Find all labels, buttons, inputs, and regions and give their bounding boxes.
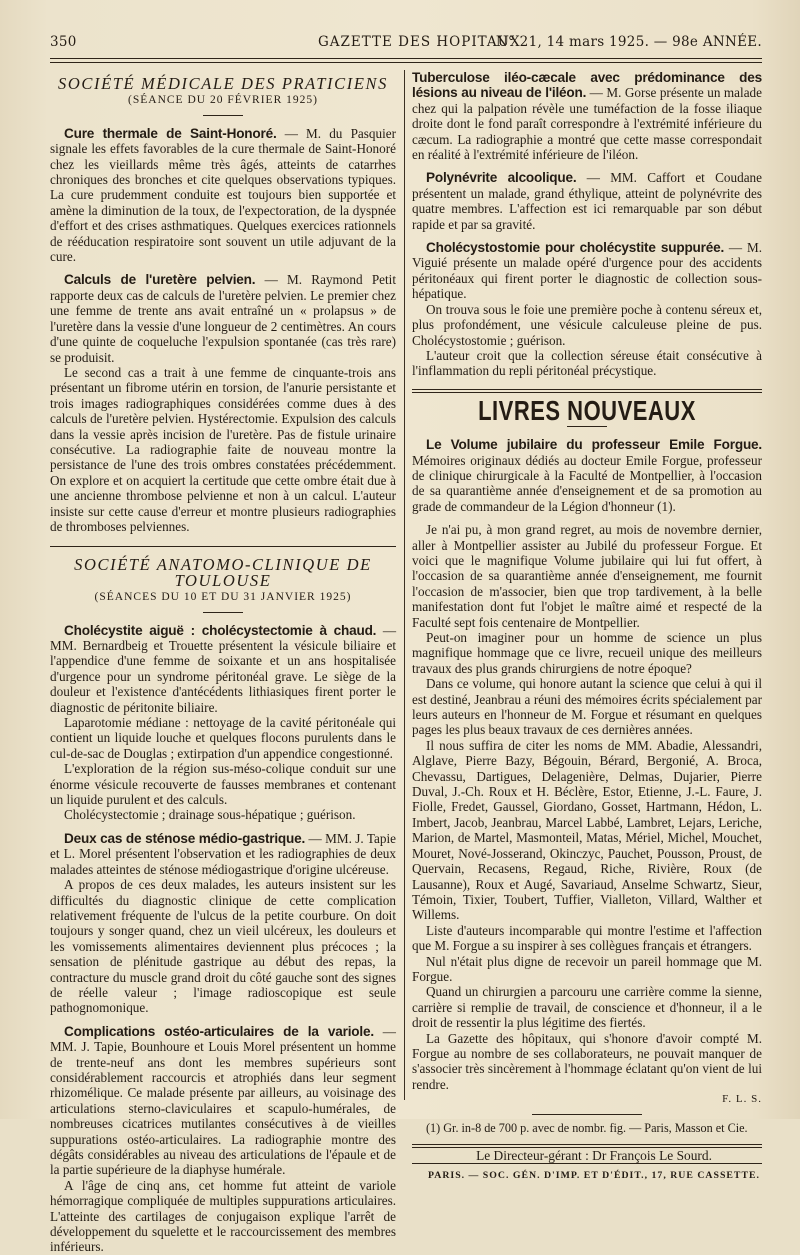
article-text: — M. du Pasquier signale les effets favorables de la cure thermale de Saint-Honoré chez les vieillards même très âgés, atteints de catarrhes chroniques des bronches et cite quelques observations typiques. La cure prudemment conduite est toujours bien supportée et amène la diminution de la toux, de l'expectoration, de la dyspnée d'effort et des crises asthmatiques. Quelques exercices rationnels de rééducation respiratoire sont souvent un utile adjuvant de la cure. [50, 125, 396, 265]
paragraph: Nul n'était plus digne de recevoir un pareil hommage que M. Forgue. [412, 953, 762, 984]
journal-title: GAZETTE DES HOPITAUX [318, 34, 521, 50]
article-heading: Polynévrite alcoolique. [426, 170, 577, 186]
article-calculs [50, 272, 396, 364]
paragraph: A l'âge de cinq ans, cet homme fut atteint de variole hémorragique compliquée de multiples suppurations articulaires. L'atteinte des cartilages de conjugaison explique l'arrêt de développement du squelette et le raccourcissement des membres inférieurs. [50, 1177, 396, 1255]
paragraph: L'exploration de la région sus-méso-colique conduit sur une énorme vésicule recouverte de fausses membranes et contenant un liquide purulent et des calculs. [50, 761, 396, 808]
column-divider [404, 70, 405, 1100]
article-tuberculose [412, 70, 762, 162]
article-cure-thermale [50, 126, 396, 265]
left-column [50, 70, 396, 1255]
paragraph: A propos de ces deux malades, les auteurs insistent sur les difficultés du diagnostic clinique de cette complication relativement fréquente de l'ulcus de la petite courbure. On doit toujours y songer quand, chez un vieil ulcéreux, les douleurs et les vomissements alimentaires deviennent plus précoces ; la sensation de plénitude gastrique au début des repas, la contracture du muscle grand droit du côté gauche sont des signes de réelle valeur ; l'image radioscopique est seule pathognomonique. [50, 877, 396, 1016]
article-heading: Tuberculose iléo-cæcale avec prédominance des lésions au niveau de l'iléon. [412, 70, 762, 101]
article-text: — MM. Caffort et Coudane présentent un malade, grand éthylique, atteint de polynévrite des quatre membres. L'affection est ici remarquable par son début rapide et par sa gravité. [412, 170, 762, 232]
article-stenose [50, 831, 396, 877]
paragraph: La Gazette des hôpitaux, qui s'honore d'avoir compté M. Forgue au nombre de ses collaborateurs, ne pouvait manquer de s'associer très sincèrement à l'hommage éclatant qu'on vient de lui rendre. [412, 1030, 762, 1092]
article-text: — MM. J. Tapie et L. Morel présentent l'observation et les radiographies de deux malades atteintes de sténose médiogastrique d'origine ulcéreuse. [50, 830, 396, 877]
section-subtitle-toulouse: (SÉANCES DU 10 ET DU 31 JANVIER 1925) [94, 591, 352, 604]
paragraph: On trouva sous le foie une première poche à contenu séreux et, plus profondément, une vésicule calculeuse pleine de pus. Cholécystostomie ; guérison. [412, 301, 762, 348]
director-line: Le Directeur-gérant : Dr François Le Sourd. [476, 1148, 712, 1163]
section-title-livres: LIVRES NOUVEAUX [478, 394, 696, 426]
article-heading: Cholécystite aiguë : cholécystectomie à chaud. [64, 622, 377, 638]
signature: F. L. S. [722, 1093, 762, 1106]
section-rule [412, 389, 762, 390]
article-text: — M. Raymond Petit rapporte deux cas de calculs de l'uretère pelvien. Le premier chez une femme de trente ans avait entraîné un « prolapsus » de l'uretère dans la vessie d'une longueur de 2 centimètres. An cours d'une quinte de coqueluche l'expulsion spontanée (cas très rare) se produisit. [50, 272, 396, 365]
article-text: — M. Viguié présente un malade opéré d'urgence pour des accidents péritonéaux qui firent porter le diagnostic de collection sous-hépatique. [412, 240, 762, 302]
article-heading: Cholécystostomie pour cholécystite suppurée. [426, 240, 725, 256]
paragraph: Peut-on imaginer pour un homme de science un plus magnifique hommage que ce livre, recueil unique des meilleurs travaux des plus grands chirurgiens de notre époque? [412, 630, 762, 676]
article-text: — M. Gorse présente un malade chez qui la palpation révèle une tuméfaction de la fosse iliaque droite dont le fond paraît correspondre à l'extrémité inférieure du cæcum. La radiographie a montré que cette masse correspondait en réalité à l'extrémité inférieure de l'iléon. [412, 85, 763, 163]
article-text: — MM. J. Tapie, Bounhoure et Louis Morel présentent un homme de trente-neuf ans dont les membres supérieurs sont considérablement raccourcis et atrophiés dans leur segment rhizomélique. Ce malade présente par ailleurs, au voisinage des articulations sterno-claviculaires et scapulo-humérales, de nombreuses cicatrices mutilantes consécutives à de vieilles suppurations ostéo-articulaires. La radiographie montre des dégâts considérables au niveau des articulations de l'épaule et de la partie supérieure de la diaphyse humérale. [50, 1023, 396, 1178]
issue-date: N° 21, 14 mars 1925. — 98e ANNÉE. [495, 34, 762, 50]
paragraph: Cholécystectomie ; drainage sous-hépatique ; guérison. [64, 807, 356, 823]
printer-imprint: PARIS. — SOC. GÉN. D'IMP. ET D'ÉDIT., 17, RUE CASSETTE. [427, 1170, 760, 1182]
page-number: 350 [50, 34, 77, 50]
footer-rule [412, 1144, 762, 1145]
section-rule [203, 612, 243, 613]
header-rule-thin [50, 62, 762, 63]
paragraph: Il nous suffira de citer les noms de MM. Abadie, Alessandri, Alglave, Pierre Bazy, Bégouin, Bérard, Bergonié, A. Broca, Chevassu, Dartigues, Delagenière, Delmas, Dujarier, Pierre Duval, J.-Ch. Roux et H. Béclère, Estor, Etienne, J.-L. Faure, J. Fiolle, Fredet, Gaussel, Giordano, Gosset, Hartmann, Hédon, L. Imbert, Jacob, Jeanbrau, Marcel Labbé, Lambret, Lejars, Leriche, Marion, de Martel, Masmonteil, Matas, Mériel, Michel, Mouchet, Mouret, Nové-Josserand, Okinczyc, Pauchet, Pousson, Proust, de Quervain, Recasens, Regaud, Riche, Rivière, Roux (de Lausanne), Roux et Augé, Savariaud, Anselme Schwartz, Sieur, Témoin, Tixier, Toubert, Tuffier, Vialleton, Villard, Walther et Willems. [412, 737, 762, 923]
article-text: — MM. Bernardbeig et Trouette présentent la vésicule biliaire et l'appendice d'une femme de soixante et un ans hospitalisée d'urgence pour un syndrome péritonéal grave. Le siège de la douleur et l'existence d'antécédents lithiasiques firent porter le diagnostic de péritonite biliaire. [50, 622, 396, 715]
section-rule [567, 426, 607, 427]
article-cholecystite [50, 623, 396, 715]
header-rule [50, 58, 762, 59]
article-heading: Deux cas de sténose médio-gastrique. [64, 830, 306, 846]
section-title-praticiens: SOCIÉTÉ MÉDICALE DES PRATICIENS [58, 74, 388, 93]
section-divider [50, 546, 396, 547]
paragraph: Quand un chirurgien a parcouru une carrière comme la sienne, carrière si remplie de travail, de conscience et d'honneur, il a le droit de ressentir la plus légitime des fiertés. [412, 984, 762, 1031]
article-volume-jubilaire [412, 437, 762, 514]
article-heading: Calculs de l'uretère pelvien. [64, 272, 256, 288]
section-subtitle-praticiens: (SÉANCE DU 20 FÉVRIER 1925) [128, 94, 318, 107]
paragraph: Je n'ai pu, à mon grand regret, au mois de novembre dernier, aller à Montpellier assister au Jubilé du professeur Forgue. Et voici que le magnifique Volume jubilaire qui lui fut offert, à l'occasion de sa quarantième année d'enseignement, me fournit l'occasion de m'associer, bien que trop tardivement, à la belle manifestation dont fut l'objet le maître aimé et respecté de la Faculté sept fois centenaire de Montpellier. [412, 522, 762, 630]
article-polynevrite [412, 170, 762, 232]
article-heading: Complications ostéo-articulaires de la variole. [64, 1023, 374, 1039]
article-cholecystostomie [412, 240, 762, 302]
section-rule [203, 115, 243, 116]
paragraph: Liste d'auteurs incomparable qui montre l'estime et l'affection que M. Forgue a su inspirer à ses collègues français et étrangers. [412, 922, 762, 954]
section-title-toulouse: SOCIÉTÉ ANATOMO-CLINIQUE DE TOULOUSE [74, 555, 372, 590]
paragraph: Le second cas a trait à une femme de cinquante-trois ans présentant un fibrome utérin en torsion, de l'anurie persistante et trois images radiographiques considérées comme dues à des calculs de l'uretère pelvien. Hystérectomie. Expulsion des calculs dans la vessie après incision de l'uretère. Pas de fistule urinaire consécutive. La radiographie faite de nouveau montre la persistance de l'une des trois ombres constatées précédemment. On explore et on acquiert la certitude que cette ombre était due à une ancienne thrombose pelvienne et non à un calcul. L'auteur insiste sur cette cause d'erreur et montre plusieurs radiographies de thromboses pelviennes. [50, 364, 396, 534]
paragraph: L'auteur croit que la collection séreuse était consécutive à l'inflammation du repli péritonéal précystique. [412, 347, 762, 379]
footnote: (1) Gr. in-8 de 700 p. avec de nombr. fig. — Paris, Masson et Cie. [426, 1120, 748, 1135]
paragraph: Dans ce volume, qui honore autant la science que celui à qui il est destiné, Jeanbrau a réuni des mémoires écrits spécialement par leurs auteurs en l'honneur de M. Forgue et résumant en quelques pages les plus beaux travaux de ces dernières années. [412, 676, 762, 738]
right-column [412, 70, 762, 1184]
paragraph: Laparotomie médiane : nettoyage de la cavité péritonéale qui contient un liquide louche et quelques flocons purulents dans le cul-de-sac de Douglas ; extirpation d'un appendice congestionné. [50, 715, 396, 761]
footer-rule [412, 1163, 762, 1164]
page-header [50, 34, 762, 56]
article-heading: Le Volume jubilaire du professeur Emile Forgue. [426, 437, 762, 453]
article-heading: Cure thermale de Saint-Honoré. [64, 125, 277, 141]
footnote-rule [532, 1114, 642, 1115]
article-text: Mémoires originaux dédiés au docteur Emile Forgue, professeur de clinique chirurgicale à la Faculté de Montpellier, à l'occasion de sa quarantième année d'enseignement et de sa promotion au grade de commandeur de la Légion d'honneur (1). [412, 452, 762, 514]
section-rule-thin [412, 392, 762, 393]
article-variole [50, 1024, 396, 1178]
